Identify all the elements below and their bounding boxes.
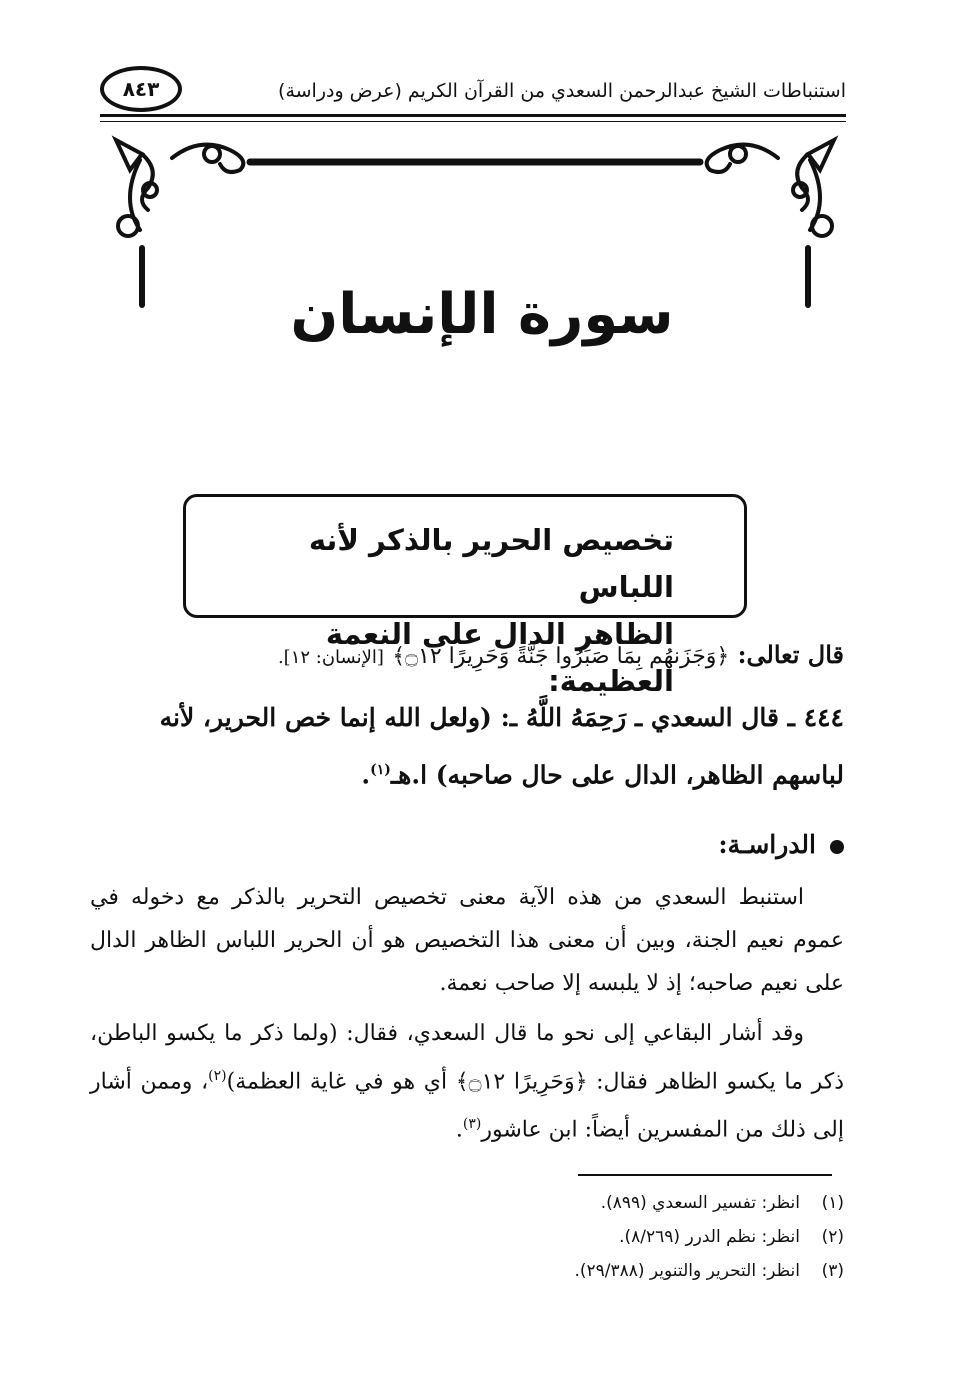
- quote-number: ٤٤٤: [803, 703, 844, 732]
- footnote-item: [574, 1186, 844, 1220]
- quote-text: ـ قال السعدي ـ رَحِمَهُ اللَّهُ ـ: (ولعل الله إنما خص الحرير، لأنه لباسهم الظاهر، الدال على حال صاحبه) ا.هـ: [159, 703, 844, 790]
- paragraph-2-text-a: وقد أشار البقاعي إلى نحو ما قال السعدي، فقال: (ولما ذكر ما يكسو الباطن، ذكر ما يكسو الظاهر فقال: ﴿وَحَرِيرًا ۝١٢﴾ أي هو في غاية العظمة): [90, 1021, 844, 1095]
- footnotes: [574, 1186, 844, 1288]
- page-number-badge: [100, 66, 182, 112]
- verse-text: ﴿وَجَزَنهُم بِمَا صَبَرُوا جَنَّةً وَحَرِيرًا ۝١٢﴾: [392, 644, 730, 669]
- running-title: استنباطات الشيخ عبدالرحمن السعدي من القرآن الكريم (عرض ودراسة): [278, 80, 846, 102]
- verse-intro: قال تعالى:: [737, 640, 844, 669]
- bullet-icon: [830, 840, 844, 854]
- footnote-ref-3: (٣): [462, 1116, 482, 1133]
- study-paragraph-2: وقد أشار البقاعي إلى نحو ما قال السعدي، فقال: (ولما ذكر ما يكسو الباطن، ذكر ما يكسو الظاهر فقال: ﴿وَحَرِيرًا ۝١٢﴾ أي هو في غاية العظمة)$^{(٢)}$، وممن أشار إلى ذلك من المفسرين أيضاً: ابن عاشور$^{(٣)}$.: [90, 1021, 844, 1143]
- footnote-ref-1: (١): [370, 762, 391, 778]
- surah-title: سورة الإنسان: [290, 282, 674, 347]
- paragraph-2-text-b: ، وممن أشار إلى ذلك من المفسرين أيضاً: ابن عاشور: [90, 1069, 844, 1143]
- topic-line-2: الظاهر الدال على النعمة العظيمة:: [325, 617, 674, 698]
- footnote-text: انظر: تفسير السعدي (٨٩٩).: [600, 1193, 800, 1213]
- study-heading: [718, 830, 844, 859]
- footnote-number: (٢): [821, 1227, 844, 1247]
- footnote-item: [574, 1254, 844, 1288]
- footnote-ref-2: (٢): [208, 1068, 227, 1084]
- paragraph-1-text: استنبط السعدي من هذه الآية معنى تخصيص التحرير بالذكر مع دخوله في عموم نعيم الجنة، وبين أن معنى هذا التخصيص هو أن الحرير اللباس الظاهر الدال على نعيم صاحبه؛ إذ لا يلبسه إلا صاحب نعمة.: [90, 885, 844, 996]
- study-paragraph-1: [90, 876, 844, 1005]
- verse-reference: [الإنسان: ١٢].: [277, 647, 384, 668]
- footnote-number: (١): [821, 1193, 844, 1213]
- header-rule-thin: [100, 121, 846, 122]
- footnote-divider: [578, 1174, 832, 1176]
- footnote-item: [574, 1220, 844, 1254]
- topic-line-1: تخصيص الحرير بالذكر لأنه اللباس: [308, 523, 674, 604]
- saadi-quote: ٤٤٤ ـ قال السعدي ـ رَحِمَهُ اللَّهُ ـ: (ولعل الله إنما خص الحرير، لأنه لباسهم الظاهر، الدال على حال صاحبه) ا.هـ$^{(١)}$.: [159, 703, 844, 790]
- footnote-text: انظر: التحرير والتنوير (٢٩/٣٨٨).: [574, 1261, 800, 1281]
- footnote-text: انظر: نظم الدرر (٨/٢٦٩).: [619, 1227, 800, 1247]
- page-number: ٨٤٣: [122, 77, 160, 101]
- header-rule: [100, 114, 846, 117]
- verse-line: [180, 640, 844, 669]
- footnote-number: (٣): [821, 1261, 844, 1281]
- study-heading-label: الدراسـة:: [718, 830, 816, 859]
